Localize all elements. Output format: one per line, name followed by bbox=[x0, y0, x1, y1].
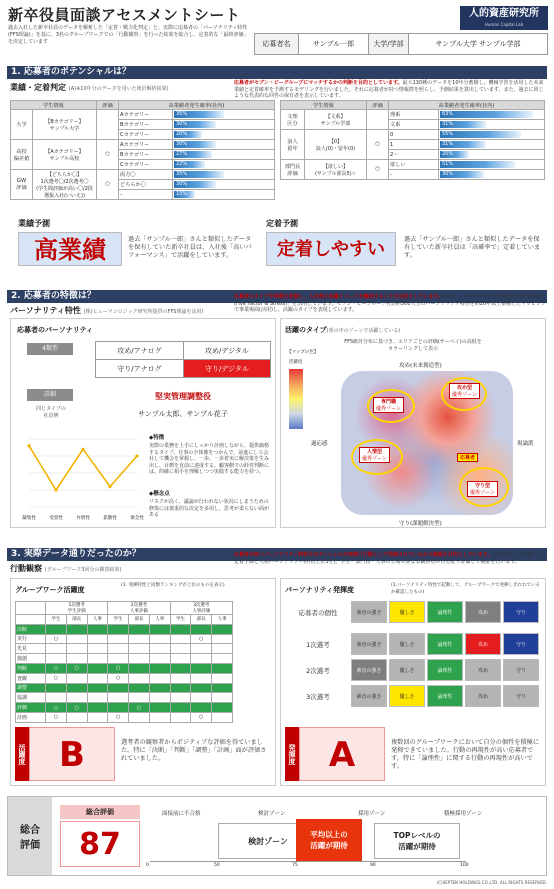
gw-cell bbox=[191, 663, 212, 673]
ret-pred-text: 過去「サンプル一郎」さんと類似したデータを保有していた新卒社員は「高確率で」定着しています。 bbox=[404, 236, 541, 259]
stat-item: 欲しい bbox=[389, 160, 439, 170]
stat-bar: 30% bbox=[174, 121, 216, 128]
ph-cell: 素直の強さ bbox=[351, 685, 387, 707]
gw-text: 選考者の観察者からポジティブな評価を得ていました。特に「決断」「判断」「調整」「計画」面が評価されていました。 bbox=[121, 739, 267, 762]
gw-skill: 判断 bbox=[16, 663, 46, 673]
personality-panel bbox=[10, 318, 276, 528]
stat-row bbox=[11, 140, 275, 150]
gw-cell bbox=[149, 663, 170, 673]
stat-bar: 20% bbox=[174, 131, 202, 138]
gw-skill: 査観 bbox=[16, 673, 46, 683]
chart-axis-label: 保全性 bbox=[130, 516, 144, 521]
gw-cell bbox=[129, 683, 150, 693]
personality-line bbox=[29, 446, 137, 490]
stat-item: Bカテゴリー bbox=[119, 120, 173, 130]
perf-pred-label: 業績予測 bbox=[18, 219, 50, 228]
ph-note: (1.パーソナリティ特性で起動して、グループワークで発揮しきれれているか確認したもの) bbox=[391, 583, 540, 595]
map-legend-label: 活躍度 bbox=[289, 360, 303, 365]
stat-bar: 31% bbox=[440, 141, 486, 148]
quad-attack-analog: 攻め/アナログ bbox=[96, 342, 184, 360]
gw-cell bbox=[212, 663, 233, 673]
ph-row-label: 1次選考 bbox=[306, 640, 330, 649]
stat-eval: ○ bbox=[97, 140, 119, 170]
gw-cell bbox=[149, 693, 170, 703]
map-legend-title: 【マップの色】 bbox=[287, 350, 319, 355]
gw-cell bbox=[170, 644, 191, 654]
stat-info: 【Bカテゴリー】 サンプル大学 bbox=[33, 110, 97, 140]
gw-cell: ○ bbox=[46, 663, 67, 673]
ph-row bbox=[285, 659, 543, 681]
gw-cell bbox=[46, 644, 67, 654]
gw-cell bbox=[149, 634, 170, 644]
gw-cell bbox=[170, 654, 191, 664]
gw-cell bbox=[191, 654, 212, 664]
type-defend: 守り型 優秀ゾーン bbox=[467, 481, 498, 497]
stat-item: - bbox=[389, 170, 439, 180]
gw-cell bbox=[129, 673, 150, 683]
gw-cell bbox=[66, 693, 87, 703]
stat-item: Aカテゴリー bbox=[119, 110, 173, 120]
total-score: 87 bbox=[60, 821, 140, 867]
perf-pred-text: 過去「サンプル一郎」さんと類似したデータを保有していた新卒社員は、入社後「高いパフォーマンス」で活躍をしています。 bbox=[128, 236, 252, 259]
stat-eval bbox=[97, 110, 119, 140]
gw-cell bbox=[46, 683, 67, 693]
gw-cell bbox=[149, 654, 170, 664]
gw-cell bbox=[87, 673, 108, 683]
stat-item: 両方〇 bbox=[119, 170, 173, 180]
gw-row bbox=[16, 693, 233, 703]
gw-skill: 調整 bbox=[16, 683, 46, 693]
stat-item: どちらか〇 bbox=[119, 180, 173, 190]
ph-cell: 素直の強さ bbox=[351, 601, 387, 623]
stat-bar: 30% bbox=[174, 141, 216, 148]
gw-cell: ○ bbox=[191, 712, 212, 722]
ph-cell: 守り bbox=[503, 659, 539, 681]
gw-row bbox=[16, 703, 233, 713]
gw-panel bbox=[10, 578, 276, 786]
axis-right: 現論派 bbox=[517, 441, 534, 447]
section2-sub: パーソナリティ特性 (株)ヒューマンロジック研究所提供のFFS理論を活用) bbox=[10, 306, 204, 315]
logo bbox=[460, 6, 548, 30]
zone-consider: 検討ゾーン bbox=[258, 811, 286, 817]
gw-cell bbox=[170, 683, 191, 693]
gw-cell bbox=[212, 712, 233, 722]
gw-cell bbox=[108, 693, 129, 703]
gw-cell bbox=[212, 703, 233, 713]
gw-cell bbox=[108, 654, 129, 664]
ph-cell: 素直の強さ bbox=[351, 659, 387, 681]
gw-cell bbox=[170, 634, 191, 644]
type-emotional: 人情型 優秀ゾーン bbox=[359, 447, 390, 463]
gw-cell bbox=[129, 634, 150, 644]
gw-cell bbox=[46, 624, 67, 634]
perf-pred-value: 高業績 bbox=[18, 232, 122, 266]
gw-cell bbox=[170, 703, 191, 713]
ph-cell: 素直の強さ bbox=[351, 633, 387, 655]
stat-row bbox=[11, 110, 275, 120]
scale-axis bbox=[150, 861, 466, 862]
stat-category: 部門長 評価 bbox=[281, 160, 305, 180]
chart-point bbox=[135, 454, 138, 457]
detail-label: 詳細 bbox=[27, 389, 73, 401]
score-label: 総合評価 bbox=[60, 805, 140, 819]
gw-cell bbox=[212, 624, 233, 634]
gw-grade: B bbox=[29, 727, 115, 781]
gw-cell bbox=[87, 663, 108, 673]
activity-map-panel bbox=[280, 318, 546, 528]
stat-eval: ○ bbox=[367, 130, 389, 160]
stat-eval bbox=[367, 110, 389, 130]
right-stat-table: 学生情報 評価 高業績者発生確率(社内) 文理 区分 【文系】 サンプル学部 理系 63% 文系 31% 浪人 留年 【0】 浪人(0)・留年(0) ○ 0 55% 1 31% 2〜 20% 部門長 評価 【欲しい】 (サンプル部長5)☆ ○ 欲しい 51% - 30% bbox=[280, 100, 545, 180]
applicant-name: サンプル一郎 bbox=[299, 34, 369, 54]
ph-cell: 優しさ bbox=[389, 685, 425, 707]
ph-cell: 論理性 bbox=[427, 633, 463, 655]
page-title: 新卒役員面談アセスメントシート bbox=[8, 6, 241, 24]
axis-left: 適応感 bbox=[311, 441, 328, 447]
gw-skill: 協調 bbox=[16, 693, 46, 703]
final-panel: 総合 評価 総合評価 87 面接前に不合格 検討ゾーン 採用ゾーン 積極採用ゾーン 検討ゾーン 平均以上の 活躍が期待 TOPレベルの 活躍が期待 0 50 75 90 100 bbox=[7, 796, 547, 876]
zone-active: 積極採用ゾーン bbox=[444, 811, 483, 817]
gw-cell: ○ bbox=[46, 673, 67, 683]
stat-row bbox=[281, 160, 545, 170]
gw-row bbox=[16, 654, 233, 664]
type-specialist: 専門職 優秀ゾーン bbox=[373, 397, 404, 413]
gw-cell bbox=[129, 624, 150, 634]
detail-value: 堅実管理調整役 bbox=[155, 392, 211, 401]
stat-info: 【欲しい】 (サンプル部長5)☆ bbox=[305, 160, 367, 180]
chart-axis-label: 受容性 bbox=[49, 516, 63, 521]
gw-cell bbox=[191, 624, 212, 634]
gw-skill: 計画 bbox=[16, 712, 46, 722]
zone-box-consider: 検討ゾーン bbox=[218, 823, 318, 859]
gw-cell bbox=[212, 634, 233, 644]
stat-info: 【0】 浪人(0)・留年(0) bbox=[305, 130, 367, 160]
gw-cell: ○ bbox=[66, 703, 87, 713]
gw-cell bbox=[149, 703, 170, 713]
gw-cell bbox=[212, 683, 233, 693]
chart-axis-label: 弁別性 bbox=[76, 516, 90, 521]
chart-axis-label: 凝集性 bbox=[22, 516, 36, 521]
gw-cell bbox=[149, 683, 170, 693]
gw-cell bbox=[66, 644, 87, 654]
gw-cell bbox=[191, 644, 212, 654]
ph-text: 複数回のグループワークにおいて自分の個性を積極に発揮できていました。行動の再現性が高い応募者です。特に「論理性」に関する行動の再現性が高いです。 bbox=[391, 739, 540, 770]
stat-item: 2〜 bbox=[389, 150, 439, 160]
gw-cell: ○ bbox=[66, 663, 87, 673]
gw-cell bbox=[87, 634, 108, 644]
ph-row bbox=[285, 633, 543, 655]
stat-item: 0 bbox=[389, 130, 439, 140]
applicant-info bbox=[254, 33, 548, 55]
ph-panel bbox=[280, 578, 546, 786]
ph-cell: 論理性 bbox=[427, 685, 463, 707]
ph-cell: 優しさ bbox=[389, 633, 425, 655]
gw-cell bbox=[170, 624, 191, 634]
quad-attack-digital: 攻め/デジタル bbox=[183, 342, 270, 360]
gw-row bbox=[16, 683, 233, 693]
gw-cell bbox=[149, 673, 170, 683]
ph-cell: 優しさ bbox=[389, 659, 425, 681]
chart-point bbox=[81, 448, 84, 451]
ph-row bbox=[285, 685, 543, 707]
name-label: 応募者名 bbox=[255, 34, 299, 54]
ph-grade: A bbox=[299, 727, 385, 781]
stat-category: GW 評価 bbox=[11, 170, 33, 200]
school-label: 大学/学部 bbox=[369, 34, 409, 54]
gw-cell bbox=[149, 712, 170, 722]
stat-bar: 63% bbox=[440, 111, 533, 118]
gw-cell bbox=[87, 703, 108, 713]
zone-box-top: TOPレベルの 活躍が期待 bbox=[374, 823, 460, 859]
logo-main: 人的資産研究所 bbox=[469, 8, 539, 19]
stat-item: 文系 bbox=[389, 120, 439, 130]
gw-row bbox=[16, 624, 233, 634]
gw-cell bbox=[87, 683, 108, 693]
gw-row bbox=[16, 634, 233, 644]
ph-cell: 論理性 bbox=[427, 659, 463, 681]
gw-skill: 評価 bbox=[16, 703, 46, 713]
stat-info: 【文系】 サンプル学部 bbox=[305, 110, 367, 130]
ph-row bbox=[285, 601, 543, 623]
stat-row bbox=[281, 110, 545, 120]
gw-note: (1. 発揮特性と同類ランキングが上位のものを表示) bbox=[121, 583, 225, 588]
final-label: 総合 評価 bbox=[8, 797, 52, 875]
ph-cell: 守り bbox=[503, 633, 539, 655]
same-type-label: 同じタイプの 社員例 bbox=[36, 406, 66, 419]
gw-cell bbox=[149, 644, 170, 654]
map-legend-scale bbox=[289, 369, 303, 429]
stat-category: 大学 bbox=[11, 110, 33, 140]
gw-cell bbox=[191, 703, 212, 713]
gw-cell bbox=[129, 663, 150, 673]
gw-row bbox=[16, 712, 233, 722]
gw-grade-label: 活躍度 bbox=[15, 727, 29, 781]
gw-cell: ○ bbox=[108, 673, 129, 683]
map-title: 活躍のタイプ(黄の中のゾーンで活躍している) bbox=[285, 326, 401, 334]
stat-bar: 35% bbox=[174, 171, 224, 178]
ph-cell: 攻め bbox=[465, 633, 501, 655]
stat-item: Bカテゴリー bbox=[119, 150, 173, 160]
stat-info: 【Aカテゴリー】 サンプル高校 bbox=[33, 140, 97, 170]
gw-cell bbox=[170, 673, 191, 683]
ph-cell: 攻め bbox=[465, 659, 501, 681]
gw-cell bbox=[170, 663, 191, 673]
stat-eval: ○ bbox=[97, 170, 119, 200]
gw-cell bbox=[66, 634, 87, 644]
gw-cell bbox=[108, 644, 129, 654]
gw-row bbox=[16, 663, 233, 673]
gw-cell: ○ bbox=[108, 712, 129, 722]
left-stat-table: 学生情報 評価 高業績者発生確率(社内) 大学 【Bカテゴリー】 サンプル大学 Aカテゴリー 35% Bカテゴリー 30% Cカテゴリー 20% 高校 偏差値 【Aカテゴリー】 サンプル高校 ○ Aカテゴリー 30% Bカテゴリー 27% Cカテゴリー 22% GW 評価 【どちらか〇】 1次選考〇/2次選考〇 (学生間評価が高い〇/2段選抜入社(いいえ)) ○ 両方〇 35% どちらか〇 30% - 15% bbox=[10, 100, 275, 200]
type-label: 4類型 bbox=[27, 343, 73, 355]
gw-cell bbox=[87, 693, 108, 703]
gw-cell bbox=[87, 644, 108, 654]
gw-skill: 先見 bbox=[16, 644, 46, 654]
stat-eval: ○ bbox=[367, 160, 389, 180]
stat-category: 文理 区分 bbox=[281, 110, 305, 130]
ph-row-label: 2次選考 bbox=[306, 666, 330, 675]
gw-cell: ○ bbox=[46, 634, 67, 644]
stat-item: 理系 bbox=[389, 110, 439, 120]
ph-cell: 優しさ bbox=[389, 601, 425, 623]
feature-label: ◆特徴 bbox=[149, 435, 165, 441]
gw-skill: 決断 bbox=[16, 624, 46, 634]
gw-cell: ○ bbox=[129, 703, 150, 713]
axis-bottom: 守り(課題解決型) bbox=[399, 521, 442, 527]
personality-title: 応募者のパーソナリティ bbox=[17, 326, 94, 334]
chart-point bbox=[54, 488, 57, 491]
gw-cell bbox=[170, 712, 191, 722]
gw-cell: ○ bbox=[46, 712, 67, 722]
gw-cell: ○ bbox=[108, 663, 129, 673]
gw-row bbox=[16, 644, 233, 654]
stat-row bbox=[281, 130, 545, 140]
section3-sub: 行動観察 (グループワーク3回分の観察結果) bbox=[10, 564, 122, 573]
gw-cell bbox=[212, 693, 233, 703]
ret-pred-label: 定着予測 bbox=[266, 219, 298, 228]
zone-hire: 採用ゾーン bbox=[358, 811, 386, 817]
gw-cell bbox=[66, 654, 87, 664]
section1-bar: 1. 応募者のポテンシャルは？ bbox=[7, 66, 547, 79]
gw-cell bbox=[66, 673, 87, 683]
gw-cell bbox=[66, 712, 87, 722]
gw-cell: ○ bbox=[191, 634, 212, 644]
gw-title: グループワーク活躍度 bbox=[15, 586, 85, 594]
map-note: FFS統計分布に基づき、エリアごとの評価(サーベイ)の高低をカラーリングして表示 bbox=[344, 339, 482, 352]
same-type-value: サンプル太郎、サンプル花子 bbox=[138, 410, 228, 418]
type-attack: 攻め型 優秀ゾーン bbox=[449, 383, 480, 399]
stat-bar: 31% bbox=[440, 121, 486, 128]
quad-defend-digital: 守り/デジタル bbox=[183, 360, 270, 378]
stat-category: 高校 偏差値 bbox=[11, 140, 33, 170]
gw-cell bbox=[46, 654, 67, 664]
gw-cell bbox=[87, 624, 108, 634]
stat-item: Cカテゴリー bbox=[119, 160, 173, 170]
section1-note: 応募者がセブン・ビーグループにマッチするかの判断を目的としています。最大130種のデータを10年分蓄積し、機械学習を活用した未来業績と定着確率を予測するモデリングを行いました。それに応募者が持つ情報群を照らし、予測結果を算出しています。また、過去に同じような代表的な回答の保有者を表示しています。 bbox=[234, 80, 544, 99]
applicant-marker: 応募者 bbox=[457, 453, 478, 462]
feature-text: 実際の業務を上手にしっかり計画しながら、提供価格するタイプ。仕事の全体像をつかんで、前進にしろ会社して機会を掌握し、一歩、一歩着実に解決策を生み出し、目標を直前に達成する。顧客側での経営判断には、的確に相手を理解しつつ実践する能力を持つ。 bbox=[149, 443, 270, 475]
stat-bar: 27% bbox=[174, 151, 212, 158]
gw-cell bbox=[212, 673, 233, 683]
concern-label: ◆懸念点 bbox=[149, 491, 170, 497]
stat-bar: 35% bbox=[174, 111, 224, 118]
ph-cell: 攻め bbox=[465, 685, 501, 707]
zone-reject: 面接前に不合格 bbox=[162, 811, 201, 817]
intro-text: 過去入社した新卒社員のデータを解析した「定着・戦力化判定」と、実際に応募者の「パーソナリティ特性(FFS理論)」を基に、3名のグループワークでの「行動観察」を行った結果を総合し、定着的な「最終評価」を決定しています bbox=[8, 25, 248, 45]
stat-bar: 15% bbox=[174, 191, 195, 198]
gw-cell bbox=[87, 712, 108, 722]
gw-cell bbox=[170, 693, 191, 703]
chart-axis-label: 拡散性 bbox=[103, 516, 117, 521]
ph-cell: 守り bbox=[503, 601, 539, 623]
gw-row bbox=[16, 673, 233, 683]
concern-text: リスクが高く、議論が行われない状況にしまうための修復には慎重的な決定を多用し、思考が柔らない面がある bbox=[149, 499, 270, 518]
gw-cell bbox=[129, 712, 150, 722]
gw-skill: 実行 bbox=[16, 634, 46, 644]
quad-defend-analog: 守り/アナログ bbox=[96, 360, 184, 378]
chart-point bbox=[27, 444, 30, 447]
gw-cell bbox=[149, 624, 170, 634]
gw-cell bbox=[108, 683, 129, 693]
personality-line-chart bbox=[15, 431, 145, 527]
gw-cell bbox=[191, 673, 212, 683]
ph-title: パーソナリティ発揮度 bbox=[285, 586, 355, 594]
gw-cell bbox=[191, 693, 212, 703]
axis-top: 攻め(未来創造型) bbox=[399, 363, 442, 369]
gw-cell bbox=[108, 624, 129, 634]
gw-cell bbox=[191, 683, 212, 693]
gw-cell bbox=[66, 683, 87, 693]
quadrant-table bbox=[95, 341, 271, 378]
zone-box-hire: 平均以上の 活躍が期待 bbox=[296, 819, 362, 861]
stat-info: 【どちらか〇】 1次選考〇/2次選考〇 (学生間評価が高い〇/2段選抜入社(いいえ)) bbox=[33, 170, 97, 200]
ph-cell: 守り bbox=[503, 685, 539, 707]
ph-table bbox=[285, 601, 543, 711]
stat-bar: 30% bbox=[174, 181, 216, 188]
gw-cell: ○ bbox=[46, 703, 67, 713]
stat-category: 浪人 留年 bbox=[281, 130, 305, 160]
stat-item: Cカテゴリー bbox=[119, 130, 173, 140]
logo-sub: Human Capital Lab bbox=[484, 22, 524, 27]
gw-cell bbox=[212, 654, 233, 664]
section1-sub: 業績・定着判定 (A)※10年分のデータを用いた統計解析結果) bbox=[10, 83, 169, 92]
stat-item: Aカテゴリー bbox=[119, 140, 173, 150]
gw-skill: 独創 bbox=[16, 654, 46, 664]
ph-cell: 攻め bbox=[465, 601, 501, 623]
section2-bar: 2. 応募者の特徴は？ bbox=[7, 290, 547, 303]
gw-cell bbox=[212, 644, 233, 654]
gw-cell bbox=[129, 693, 150, 703]
section3-bar: 3. 実際データ通りだったのか？ bbox=[7, 548, 547, 561]
ph-row-label: 3次選考 bbox=[306, 692, 330, 701]
gw-cell bbox=[87, 654, 108, 664]
stat-item: - bbox=[119, 190, 173, 200]
section2-note: 応募者のタイプや特徴を把握し、入社後の活躍イメージを醸成することを目的としています。(株)ヒューマンロジック研究所の「FFS理論(Five Factor & Stress)」を活用しています。セブン・ビーグループ社員約500人分のパーソナリティ特性を約20年以上蓄積したマッピングで事業場面(活用)し、活躍のタイプを表現しています。 bbox=[234, 294, 546, 313]
gw-cell bbox=[108, 634, 129, 644]
ret-pred-value: 定着しやすい bbox=[266, 232, 396, 266]
ph-cell: 論理性 bbox=[427, 601, 463, 623]
ph-row-label: 応募者の個性 bbox=[298, 608, 338, 617]
stat-bar: 20% bbox=[440, 151, 469, 158]
gw-cell bbox=[108, 703, 129, 713]
section3-note: 応募者が持つパーソナリティ特性やポテンシャルが実際に行動として発揮されているかの確認を目的としています。多変量データを使った定着予測と人格パーソナリティ特性(上位3を)、学生・部門長・人事の立場の異なる観察者が目を配り評価して検証を行います。 bbox=[234, 552, 543, 565]
chart-point bbox=[108, 485, 111, 488]
stat-item: 1 bbox=[389, 140, 439, 150]
gw-cell bbox=[66, 624, 87, 634]
gw-cell bbox=[46, 693, 67, 703]
stat-row bbox=[11, 170, 275, 180]
stat-bar: 30% bbox=[440, 171, 484, 178]
footer: (C)SEPTEN HOLDINGS CO.,LTD. ALL RIGHTS RESERVED bbox=[436, 880, 546, 885]
school-name: サンプル大学 サンプル学部 bbox=[435, 40, 521, 48]
stat-bar: 55% bbox=[440, 131, 521, 138]
stat-bar: 22% bbox=[174, 161, 205, 168]
ph-grade-label: 発揮度 bbox=[285, 727, 299, 781]
stat-bar: 51% bbox=[440, 161, 515, 168]
gw-cell bbox=[129, 644, 150, 654]
gw-cell bbox=[129, 654, 150, 664]
gw-table: 1次選考 学生評価 2次選考 人事評価 3次選考 人事評価 学生 部長 人事 学生 部長 人事 学生 部長 人事 決断 実行 ○ ○ 先見 独創 判断 ○ ○ ○ 査観 ○ ○ 調整 協調 評価 ○ ○ ○ 計画 ○ ○ ○ bbox=[15, 601, 233, 723]
